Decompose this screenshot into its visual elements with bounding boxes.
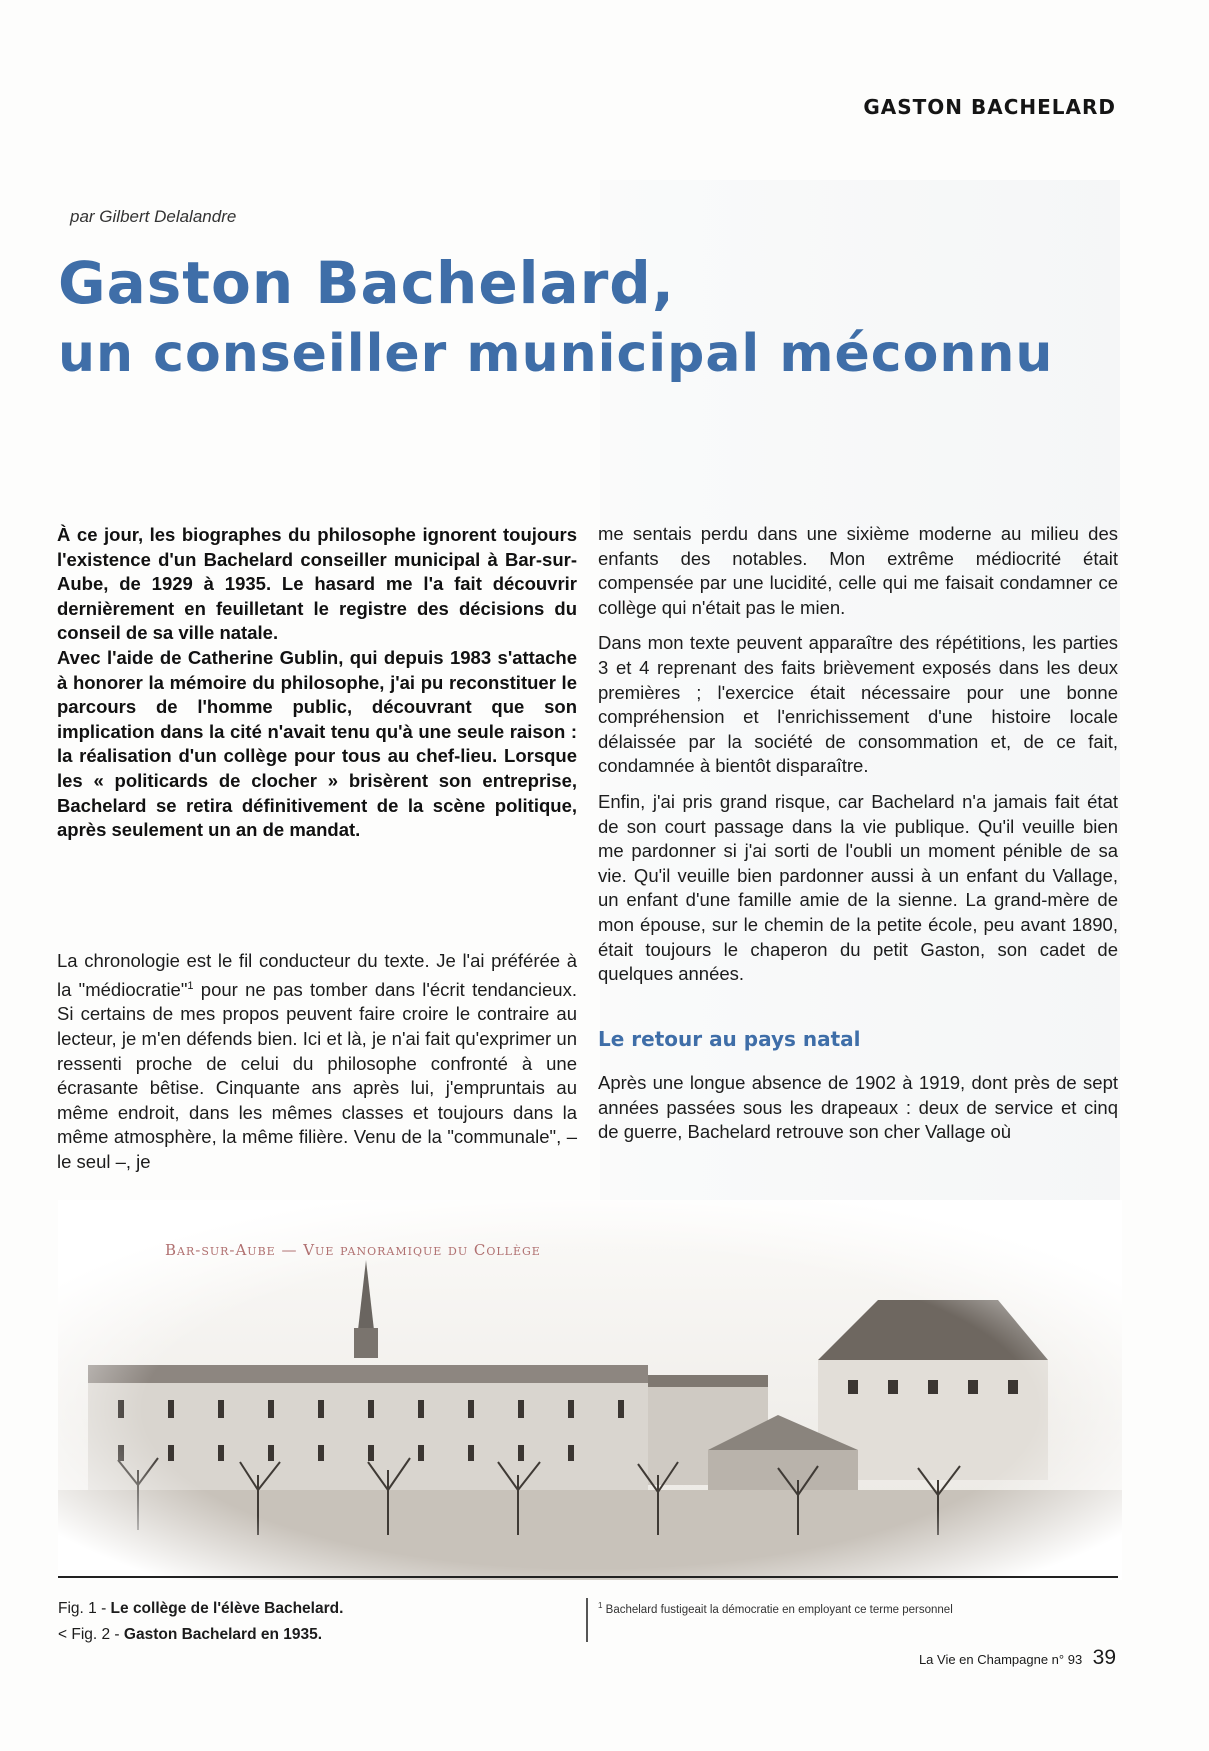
footnote-mark: 1 [598,1601,603,1610]
caption-rule [58,1576,1118,1578]
caption-prefix: Fig. 1 - [58,1600,111,1617]
body-paragraph: Enfin, j'ai pris grand risque, car Bachelard n'a jamais fait état de son court passage dans la vie publique. Qu'il veuille bien me pardonner si j'ai sorti de l'oubli un moment pénible de sa vie. Qu'il veuille bien pardonner aussi à un enfant du Vallage, un enfant d'une famille amie de la sienne. La grand-mère de mon épouse, sur le chemin de la petite école, peu avant 1890, était toujours le chaperon du petit Gaston, son cadet de quelques années. [598,790,1118,985]
title-line-2: un conseiller municipal méconnu [58,324,1054,384]
lead-paragraph: Avec l'aide de Catherine Gublin, qui depuis 1983 s'attache à honorer la mémoire du philosophe, j'ai pu reconstituer le parcours de l'homme public, découvrant que son implication dans la cité n'avait tenu qu'à une seule raison : la réalisation d'un collège pour tous au chef-lieu. Lorsque les « politicards de clocher » brisèrent son entreprise, Bachelard se retira définitivement de la scène politique, après seulement un an de mandat. [57,646,577,841]
lead-paragraphs [57,523,577,843]
body-text: La chronologie est le fil conducteur du texte. Je l'ai préférée à la "médiocratie" [57,950,577,1000]
figure-captions [58,1596,343,1648]
byline: par Gilbert Delalandre [70,207,237,226]
caption-text: Gaston Bachelard en 1935. [123,1626,323,1643]
running-head: GASTON BACHELARD [863,95,1116,119]
photo-caption: Bar-sur-Aube — Vue panoramique du Collège [165,1241,541,1259]
body-paragraph: Après une longue absence de 1902 à 1919, dont près de sept années passées sous les drapeaux : deux de service et cinq de guerre, Bachelard retrouve son cher Vallage où [598,1072,1118,1143]
page-footer [919,1646,1116,1670]
body-right-column [598,522,1118,1156]
lead-paragraph: À ce jour, les biographes du philosophe ignorent toujours l'existence d'un Bachelard conseiller municipal à Bar-sur-Aube, de 1929 à 1935. Le hasard me l'a fait découvrir dernièrement en feuilletant le registre des décisions du conseil de sa ville natale. [57,524,577,644]
section-subheading: Le retour au pays natal [598,1026,861,1051]
body-paragraph [57,949,577,1175]
footnote-reference: 1 [187,979,194,992]
page-number: 39 [1092,1646,1116,1669]
title-line-1: Gaston Bachelard, [58,249,675,317]
figure-caption-2 [58,1622,343,1648]
footnote-text: Bachelard fustigeait la démocratie en employant ce terme personnel [602,1603,953,1616]
body-left-column [57,949,577,1186]
caption-prefix: < Fig. 2 - [58,1626,124,1643]
magazine-name: La Vie en Champagne n° 93 [918,1652,1083,1667]
footnote-divider [586,1598,588,1642]
body-text: pour ne pas tomber dans l'écrit tendancieux. Si certains de mes propos peuvent faire croire le contraire au lecteur, je m'en défends bien. Ici et là, je n'ai fait qu'exprimer un ressenti proche de celui du philosophe confronté à une écrasante bêtise. Cinquante ans après lui, j'empruntais au même endroit, dans les mêmes classes et toujours dans la même atmosphère, la même filière. Venu de la "communale", – le seul –, je [57,978,577,1172]
body-paragraph: Dans mon texte peuvent apparaître des répétitions, les parties 3 et 4 reprenant des faits brièvement exposés dans les deux premières ; l'exercice était nécessaire pour une bonne compréhension et l'enrichissement d'une histoire locale délaissée par la société de consommation et, de ce fait, condamnée à bientôt disparaître. [598,632,1118,777]
article-title [58,248,1053,390]
figure-caption-1 [58,1596,343,1622]
footnote [598,1601,953,1616]
caption-text: Le collège de l'élève Bachelard. [110,1600,344,1617]
body-paragraph: me sentais perdu dans une sixième moderne au milieu des enfants des notables. Mon extrême médiocrité était compensée par une lucidité, celle qui me faisait condamner ce collège qui n'était pas le mien. [598,523,1118,618]
